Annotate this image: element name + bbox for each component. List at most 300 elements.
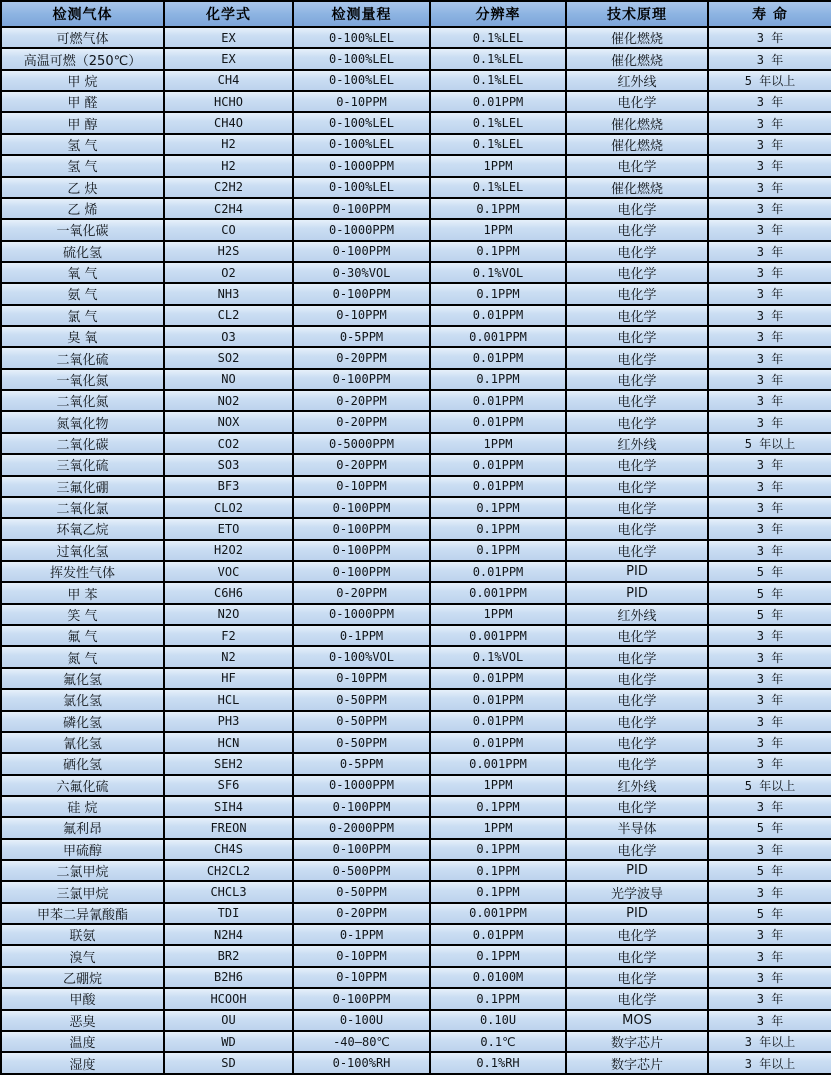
cell-resolution: 0.1%LEL: [430, 112, 566, 133]
cell-principle: 电化学: [566, 219, 708, 240]
cell-formula: SO2: [164, 347, 293, 368]
table-row: [1, 112, 831, 133]
cell-range: 0-20PPM: [293, 582, 430, 603]
table-row: [1, 796, 831, 817]
cell-range: 0-1000PPM: [293, 604, 430, 625]
cell-lifespan: 3 年: [708, 177, 831, 198]
cell-range: 0-100PPM: [293, 518, 430, 539]
cell-lifespan: 3 年以上: [708, 1031, 831, 1052]
table-row: [1, 668, 831, 689]
table-row: [1, 988, 831, 1009]
cell-range: 0-1000PPM: [293, 219, 430, 240]
table-row: [1, 390, 831, 411]
cell-formula: WD: [164, 1031, 293, 1052]
cell-lifespan: 3 年: [708, 283, 831, 304]
cell-principle: 数字芯片: [566, 1052, 708, 1074]
cell-principle: 电化学: [566, 305, 708, 326]
table-body: [1, 27, 831, 1074]
cell-resolution: 0.1PPM: [430, 860, 566, 881]
cell-resolution: 0.1%LEL: [430, 70, 566, 91]
cell-formula: CHCL3: [164, 881, 293, 902]
cell-principle: MOS: [566, 1010, 708, 1031]
cell-principle: 红外线: [566, 604, 708, 625]
cell-formula: ETO: [164, 518, 293, 539]
cell-range: 0-100PPM: [293, 283, 430, 304]
table-row: [1, 1052, 831, 1074]
cell-gas: 挥发性气体: [1, 561, 164, 582]
cell-range: 0-1PPM: [293, 625, 430, 646]
cell-lifespan: 3 年: [708, 711, 831, 732]
cell-principle: 数字芯片: [566, 1031, 708, 1052]
table-row: [1, 369, 831, 390]
cell-lifespan: 3 年: [708, 27, 831, 48]
cell-formula: TDI: [164, 903, 293, 924]
cell-principle: PID: [566, 903, 708, 924]
cell-gas: 过氧化氢: [1, 540, 164, 561]
table-row: [1, 711, 831, 732]
cell-principle: 电化学: [566, 411, 708, 432]
table-row: [1, 924, 831, 945]
cell-gas: 二氯甲烷: [1, 860, 164, 881]
cell-formula: N2: [164, 646, 293, 667]
cell-range: 0-50PPM: [293, 689, 430, 710]
cell-resolution: 0.01PPM: [430, 689, 566, 710]
table-row: [1, 347, 831, 368]
cell-range: 0-100PPM: [293, 561, 430, 582]
cell-lifespan: 5 年以上: [708, 70, 831, 91]
cell-range: 0-5PPM: [293, 753, 430, 774]
table-row: [1, 27, 831, 48]
cell-resolution: 0.1PPM: [430, 796, 566, 817]
cell-range: 0-5PPM: [293, 326, 430, 347]
cell-lifespan: 5 年以上: [708, 775, 831, 796]
cell-principle: PID: [566, 860, 708, 881]
cell-formula: NO: [164, 369, 293, 390]
cell-resolution: 0.01PPM: [430, 305, 566, 326]
cell-resolution: 0.01PPM: [430, 454, 566, 475]
cell-range: 0-10PPM: [293, 945, 430, 966]
cell-resolution: 0.1PPM: [430, 518, 566, 539]
cell-resolution: 0.01PPM: [430, 711, 566, 732]
cell-principle: 电化学: [566, 711, 708, 732]
table-row: [1, 903, 831, 924]
cell-principle: 电化学: [566, 283, 708, 304]
table-row: [1, 91, 831, 112]
cell-gas: 甲 苯: [1, 582, 164, 603]
cell-formula: NOX: [164, 411, 293, 432]
cell-gas: 磷化氢: [1, 711, 164, 732]
cell-formula: CH4S: [164, 839, 293, 860]
cell-resolution: 0.001PPM: [430, 582, 566, 603]
cell-formula: EX: [164, 48, 293, 69]
cell-resolution: 0.01PPM: [430, 561, 566, 582]
table-row: [1, 732, 831, 753]
cell-resolution: 0.001PPM: [430, 326, 566, 347]
cell-principle: 半导体: [566, 817, 708, 838]
cell-lifespan: 3 年: [708, 326, 831, 347]
cell-gas: 温度: [1, 1031, 164, 1052]
cell-gas: 乙 烯: [1, 198, 164, 219]
cell-formula: SIH4: [164, 796, 293, 817]
cell-principle: 电化学: [566, 668, 708, 689]
cell-resolution: 0.01PPM: [430, 924, 566, 945]
table-row: [1, 305, 831, 326]
cell-resolution: 0.1%VOL: [430, 262, 566, 283]
cell-gas: 氟 气: [1, 625, 164, 646]
cell-formula: CL2: [164, 305, 293, 326]
cell-gas: 联氨: [1, 924, 164, 945]
cell-range: 0-100PPM: [293, 839, 430, 860]
cell-range: 0-100PPM: [293, 369, 430, 390]
cell-lifespan: 3 年: [708, 646, 831, 667]
cell-principle: 电化学: [566, 689, 708, 710]
cell-range: 0-100%VOL: [293, 646, 430, 667]
cell-formula: B2H6: [164, 967, 293, 988]
cell-range: 0-20PPM: [293, 411, 430, 432]
table-header: [1, 1, 831, 27]
table-row: [1, 411, 831, 432]
table-row: [1, 561, 831, 582]
cell-range: 0-100PPM: [293, 198, 430, 219]
cell-formula: BR2: [164, 945, 293, 966]
cell-lifespan: 3 年: [708, 1010, 831, 1031]
cell-gas: 氢 气: [1, 134, 164, 155]
cell-lifespan: 3 年以上: [708, 1052, 831, 1074]
cell-range: 0-100U: [293, 1010, 430, 1031]
cell-range: 0-500PPM: [293, 860, 430, 881]
table-row: [1, 646, 831, 667]
cell-principle: 催化燃烧: [566, 48, 708, 69]
cell-resolution: 0.1PPM: [430, 283, 566, 304]
cell-formula: CLO2: [164, 497, 293, 518]
cell-formula: CO: [164, 219, 293, 240]
cell-resolution: 0.1PPM: [430, 540, 566, 561]
cell-lifespan: 3 年: [708, 924, 831, 945]
table-row: [1, 604, 831, 625]
cell-range: 0-10PPM: [293, 668, 430, 689]
cell-resolution: 0.1PPM: [430, 241, 566, 262]
cell-lifespan: 5 年: [708, 582, 831, 603]
cell-gas: 二氧化碳: [1, 433, 164, 454]
cell-range: 0-10PPM: [293, 967, 430, 988]
cell-gas: 乙硼烷: [1, 967, 164, 988]
table-row: [1, 860, 831, 881]
cell-gas: 笑 气: [1, 604, 164, 625]
cell-formula: NH3: [164, 283, 293, 304]
table-row: [1, 219, 831, 240]
cell-principle: 电化学: [566, 732, 708, 753]
cell-gas: 氰化氢: [1, 732, 164, 753]
table-row: [1, 582, 831, 603]
cell-principle: 电化学: [566, 390, 708, 411]
cell-range: 0-1000PPM: [293, 155, 430, 176]
table-row: [1, 540, 831, 561]
cell-gas: 氮氧化物: [1, 411, 164, 432]
cell-principle: 电化学: [566, 518, 708, 539]
cell-resolution: 0.1PPM: [430, 198, 566, 219]
table-row: [1, 839, 831, 860]
cell-formula: CH4O: [164, 112, 293, 133]
table-row: [1, 497, 831, 518]
cell-formula: VOC: [164, 561, 293, 582]
table-row: [1, 433, 831, 454]
cell-range: 0-100%LEL: [293, 177, 430, 198]
cell-lifespan: 3 年: [708, 625, 831, 646]
table-row: [1, 177, 831, 198]
cell-principle: PID: [566, 582, 708, 603]
table-row: [1, 625, 831, 646]
cell-resolution: 0.01PPM: [430, 91, 566, 112]
cell-resolution: 1PPM: [430, 775, 566, 796]
cell-lifespan: 3 年: [708, 369, 831, 390]
cell-principle: 电化学: [566, 262, 708, 283]
cell-gas: 氟利昂: [1, 817, 164, 838]
cell-resolution: 0.1%LEL: [430, 134, 566, 155]
cell-resolution: 1PPM: [430, 219, 566, 240]
cell-resolution: 0.1PPM: [430, 369, 566, 390]
cell-gas: 甲 烷: [1, 70, 164, 91]
cell-resolution: 0.1%RH: [430, 1052, 566, 1074]
cell-gas: 甲 醇: [1, 112, 164, 133]
cell-formula: HCN: [164, 732, 293, 753]
cell-lifespan: 3 年: [708, 390, 831, 411]
cell-principle: 电化学: [566, 945, 708, 966]
cell-formula: HCOOH: [164, 988, 293, 1009]
cell-gas: 甲酸: [1, 988, 164, 1009]
cell-gas: 硅 烷: [1, 796, 164, 817]
cell-range: 0-20PPM: [293, 903, 430, 924]
cell-formula: HF: [164, 668, 293, 689]
cell-range: 0-100%LEL: [293, 70, 430, 91]
table-row: [1, 48, 831, 69]
cell-gas: 三氯甲烷: [1, 881, 164, 902]
cell-principle: 电化学: [566, 988, 708, 1009]
cell-resolution: 0.1%VOL: [430, 646, 566, 667]
cell-lifespan: 3 年: [708, 219, 831, 240]
cell-gas: 溴气: [1, 945, 164, 966]
cell-formula: N2O: [164, 604, 293, 625]
cell-formula: C2H4: [164, 198, 293, 219]
cell-lifespan: 3 年: [708, 540, 831, 561]
cell-range: 0-50PPM: [293, 711, 430, 732]
cell-formula: CO2: [164, 433, 293, 454]
cell-principle: 电化学: [566, 625, 708, 646]
cell-formula: BF3: [164, 476, 293, 497]
cell-formula: H2: [164, 134, 293, 155]
cell-range: 0-100%LEL: [293, 112, 430, 133]
cell-formula: EX: [164, 27, 293, 48]
cell-resolution: 0.01PPM: [430, 476, 566, 497]
cell-principle: 催化燃烧: [566, 112, 708, 133]
cell-resolution: 0.1PPM: [430, 839, 566, 860]
table-row: [1, 262, 831, 283]
cell-formula: F2: [164, 625, 293, 646]
cell-principle: 电化学: [566, 753, 708, 774]
cell-lifespan: 3 年: [708, 134, 831, 155]
cell-principle: PID: [566, 561, 708, 582]
cell-resolution: 0.001PPM: [430, 903, 566, 924]
cell-gas: 高温可燃（250℃）: [1, 48, 164, 69]
cell-lifespan: 5 年: [708, 817, 831, 838]
column-header-principle: 技术原理: [566, 1, 708, 27]
table-row: [1, 689, 831, 710]
cell-range: 0-20PPM: [293, 454, 430, 475]
cell-gas: 可燃气体: [1, 27, 164, 48]
cell-resolution: 0.1PPM: [430, 881, 566, 902]
cell-lifespan: 3 年: [708, 155, 831, 176]
cell-gas: 三氟化硼: [1, 476, 164, 497]
cell-formula: C2H2: [164, 177, 293, 198]
cell-gas: 氮 气: [1, 646, 164, 667]
cell-range: 0-30%VOL: [293, 262, 430, 283]
table-row: [1, 283, 831, 304]
cell-formula: O2: [164, 262, 293, 283]
cell-resolution: 0.1PPM: [430, 497, 566, 518]
cell-principle: 电化学: [566, 454, 708, 475]
table-row: [1, 134, 831, 155]
cell-resolution: 0.1%LEL: [430, 27, 566, 48]
cell-formula: PH3: [164, 711, 293, 732]
cell-formula: HCL: [164, 689, 293, 710]
cell-range: 0-1000PPM: [293, 775, 430, 796]
cell-formula: H2O2: [164, 540, 293, 561]
cell-gas: 环氧乙烷: [1, 518, 164, 539]
header-row: [1, 1, 831, 27]
cell-lifespan: 5 年: [708, 561, 831, 582]
cell-lifespan: 3 年: [708, 839, 831, 860]
cell-resolution: 1PPM: [430, 817, 566, 838]
table-row: [1, 753, 831, 774]
cell-lifespan: 5 年: [708, 903, 831, 924]
cell-formula: OU: [164, 1010, 293, 1031]
cell-range: 0-100%RH: [293, 1052, 430, 1074]
cell-gas: 甲硫醇: [1, 839, 164, 860]
cell-resolution: 0.1%LEL: [430, 48, 566, 69]
cell-range: 0-20PPM: [293, 347, 430, 368]
column-header-resolution: 分辨率: [430, 1, 566, 27]
cell-lifespan: 3 年: [708, 347, 831, 368]
cell-resolution: 0.1PPM: [430, 945, 566, 966]
table-row: [1, 1031, 831, 1052]
cell-lifespan: 3 年: [708, 262, 831, 283]
cell-gas: 二氧化氯: [1, 497, 164, 518]
cell-lifespan: 3 年: [708, 945, 831, 966]
cell-formula: NO2: [164, 390, 293, 411]
cell-range: 0-100%LEL: [293, 134, 430, 155]
table-row: [1, 967, 831, 988]
table-row: [1, 1010, 831, 1031]
cell-principle: 电化学: [566, 839, 708, 860]
cell-lifespan: 3 年: [708, 476, 831, 497]
cell-resolution: 0.01PPM: [430, 390, 566, 411]
cell-lifespan: 3 年: [708, 881, 831, 902]
cell-range: 0-5000PPM: [293, 433, 430, 454]
cell-resolution: 1PPM: [430, 433, 566, 454]
cell-principle: 电化学: [566, 540, 708, 561]
cell-principle: 电化学: [566, 369, 708, 390]
cell-gas: 恶臭: [1, 1010, 164, 1031]
cell-gas: 乙 炔: [1, 177, 164, 198]
column-header-range: 检测量程: [293, 1, 430, 27]
cell-principle: 电化学: [566, 476, 708, 497]
cell-resolution: 1PPM: [430, 155, 566, 176]
cell-formula: C6H6: [164, 582, 293, 603]
cell-range: 0-10PPM: [293, 476, 430, 497]
cell-formula: CH2CL2: [164, 860, 293, 881]
cell-gas: 氯 气: [1, 305, 164, 326]
cell-range: 0-100%LEL: [293, 48, 430, 69]
cell-principle: 电化学: [566, 326, 708, 347]
cell-gas: 二氧化氮: [1, 390, 164, 411]
cell-resolution: 0.01PPM: [430, 668, 566, 689]
cell-gas: 氯化氢: [1, 689, 164, 710]
cell-principle: 电化学: [566, 155, 708, 176]
table-row: [1, 198, 831, 219]
cell-gas: 甲苯二异氰酸酯: [1, 903, 164, 924]
cell-lifespan: 3 年: [708, 91, 831, 112]
cell-range: 0-1PPM: [293, 924, 430, 945]
table-row: [1, 326, 831, 347]
cell-principle: 电化学: [566, 91, 708, 112]
cell-lifespan: 3 年: [708, 967, 831, 988]
cell-principle: 光学波导: [566, 881, 708, 902]
cell-formula: H2: [164, 155, 293, 176]
cell-range: 0-100PPM: [293, 497, 430, 518]
cell-range: -40—80℃: [293, 1031, 430, 1052]
table-row: [1, 454, 831, 475]
column-header-formula: 化学式: [164, 1, 293, 27]
cell-principle: 催化燃烧: [566, 27, 708, 48]
cell-lifespan: 3 年: [708, 988, 831, 1009]
cell-range: 0-50PPM: [293, 881, 430, 902]
cell-principle: 电化学: [566, 924, 708, 945]
cell-range: 0-2000PPM: [293, 817, 430, 838]
cell-gas: 六氟化硫: [1, 775, 164, 796]
cell-gas: 硒化氢: [1, 753, 164, 774]
cell-resolution: 0.10U: [430, 1010, 566, 1031]
cell-principle: 催化燃烧: [566, 134, 708, 155]
cell-lifespan: 3 年: [708, 454, 831, 475]
cell-lifespan: 3 年: [708, 198, 831, 219]
cell-formula: SO3: [164, 454, 293, 475]
cell-resolution: 0.01PPM: [430, 347, 566, 368]
cell-lifespan: 3 年: [708, 796, 831, 817]
cell-lifespan: 3 年: [708, 112, 831, 133]
cell-formula: FREON: [164, 817, 293, 838]
cell-formula: SD: [164, 1052, 293, 1074]
cell-lifespan: 5 年以上: [708, 433, 831, 454]
cell-lifespan: 3 年: [708, 305, 831, 326]
cell-gas: 臭 氧: [1, 326, 164, 347]
cell-principle: 电化学: [566, 796, 708, 817]
cell-gas: 甲 醛: [1, 91, 164, 112]
cell-range: 0-100%LEL: [293, 27, 430, 48]
cell-gas: 一氧化碳: [1, 219, 164, 240]
table-row: [1, 817, 831, 838]
cell-principle: 电化学: [566, 646, 708, 667]
cell-lifespan: 3 年: [708, 497, 831, 518]
cell-resolution: 0.0100M: [430, 967, 566, 988]
cell-range: 0-10PPM: [293, 91, 430, 112]
cell-lifespan: 3 年: [708, 48, 831, 69]
cell-gas: 氟化氢: [1, 668, 164, 689]
cell-resolution: 0.01PPM: [430, 411, 566, 432]
cell-formula: SF6: [164, 775, 293, 796]
cell-formula: CH4: [164, 70, 293, 91]
cell-principle: 红外线: [566, 433, 708, 454]
column-header-lifespan: 寿 命: [708, 1, 831, 27]
table-row: [1, 476, 831, 497]
